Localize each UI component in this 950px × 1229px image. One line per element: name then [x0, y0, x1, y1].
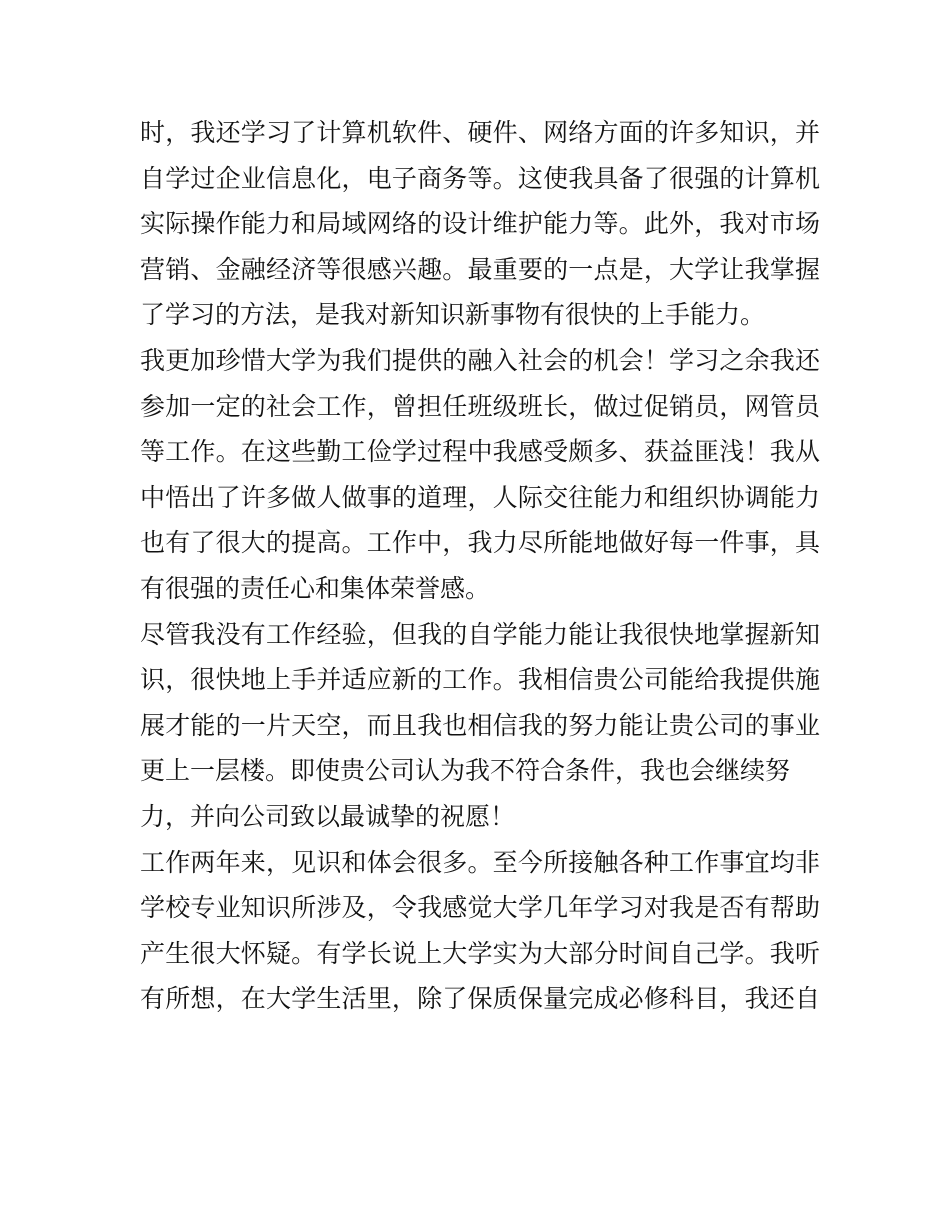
text-line: 识，很快地上手并适应新的工作。我相信贵公司能给我提供施 [140, 665, 820, 695]
text-line: 尽管我没有工作经验，但我的自学能力能让我很快地掌握新知 [140, 619, 820, 649]
text-line: 展才能的一片天空，而且我也相信我的努力能让贵公司的事业 [140, 710, 820, 740]
text-line: 也有了很大的提高。工作中，我力尽所能地做好每一件事，具 [140, 528, 820, 558]
text-line: 实际操作能力和局域网络的设计维护能力等。此外，我对市场 [140, 209, 820, 239]
text-line: 时，我还学习了计算机软件、硬件、网络方面的许多知识，并 [140, 118, 820, 147]
text-line: 学校专业知识所涉及，令我感觉大学几年学习对我是否有帮助 [140, 893, 820, 923]
text-line: 有所想，在大学生活里，除了保质保量完成必修科目，我还自 [140, 984, 820, 1014]
text-line: 等工作。在这些勤工俭学过程中我感受颇多、获益匪浅！我从 [140, 437, 820, 467]
text-line: 有很强的责任心和集体荣誉感。 [140, 573, 491, 603]
text-line: 参加一定的社会工作，曾担任班级班长，做过促销员，网管员 [140, 391, 820, 421]
text-line: 工作两年来，见识和体会很多。至今所接触各种工作事宜均非 [140, 847, 820, 877]
text-line: 更上一层楼。即使贵公司认为我不符合条件，我也会继续努 [140, 756, 791, 786]
text-line: 力，并向公司致以最诚挚的祝愿！ [140, 801, 516, 831]
body-text [140, 110, 820, 1022]
text-line: 自学过企业信息化，电子商务等。这使我具备了很强的计算机 [140, 163, 820, 193]
text-line: 产生很大怀疑。有学长说上大学实为大部分时间自己学。我听 [140, 938, 820, 968]
text-line: 营销、金融经济等很感兴趣。最重要的一点是，大学让我掌握 [140, 254, 820, 284]
text-line: 了学习的方法，是我对新知识新事物有很快的上手能力。 [140, 300, 766, 330]
text-line: 中悟出了许多做人做事的道理，人际交往能力和组织协调能力 [140, 482, 820, 512]
text-line: 我更加珍惜大学为我们提供的融入社会的机会！学习之余我还 [140, 345, 820, 375]
